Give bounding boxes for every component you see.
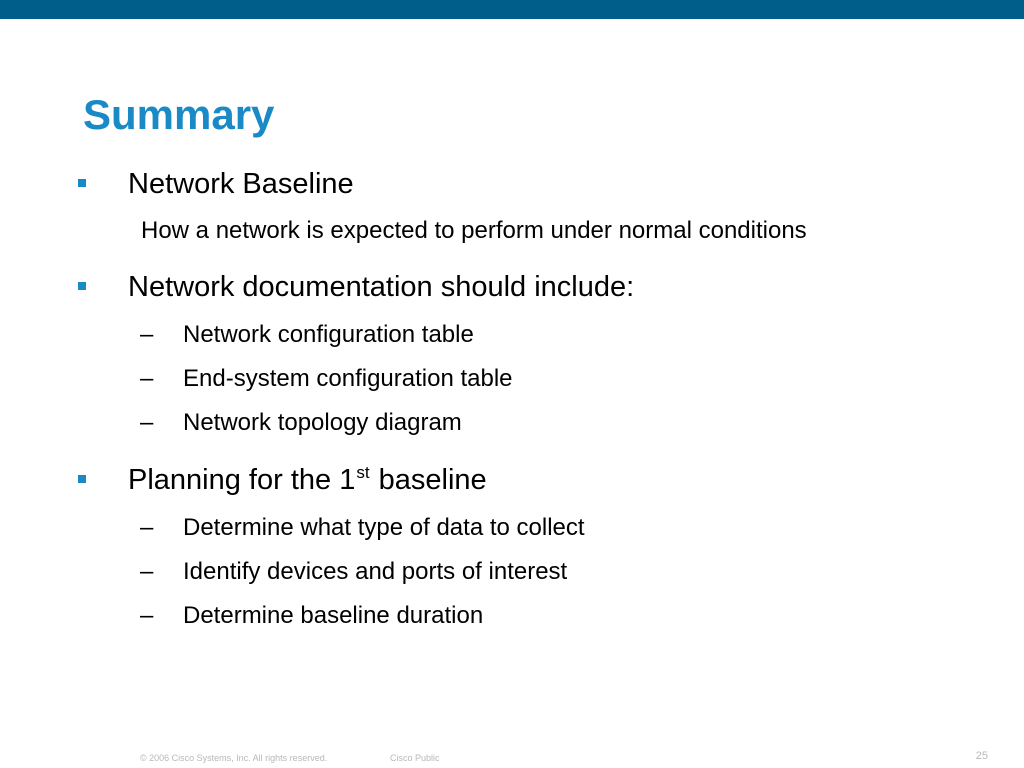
square-bullet-icon [78, 179, 86, 187]
dash-bullet-icon: – [140, 602, 154, 629]
page-number: 25 [975, 750, 988, 762]
bullet-description: How a network is expected to perform under normal conditions [141, 217, 807, 244]
dash-bullet-icon: – [140, 409, 154, 436]
bullet-text-after: baseline [370, 464, 487, 496]
top-banner [0, 0, 1024, 19]
sub-bullet-text: Determine baseline duration [183, 602, 484, 629]
dash-bullet-icon: – [140, 558, 154, 585]
bullet-text: Network documentation should include: [128, 271, 635, 303]
dash-bullet-icon: – [140, 365, 154, 392]
sub-bullet-text: End-system configuration table [183, 365, 513, 392]
sub-bullet-text: Network configuration table [183, 321, 474, 348]
sub-bullet-text: Determine what type of data to collect [183, 514, 585, 541]
bullet-text [128, 462, 487, 498]
dash-bullet-icon: – [140, 514, 154, 541]
footer-classification: Cisco Public [390, 753, 440, 763]
dash-bullet-icon: – [140, 321, 154, 348]
bullet-text-before: Planning for the 1 [128, 464, 356, 496]
bullet-text: Network Baseline [128, 168, 354, 200]
square-bullet-icon [78, 475, 86, 483]
footer-copyright: © 2006 Cisco Systems, Inc. All rights reserved. [140, 753, 328, 763]
slide-title: Summary [83, 91, 275, 138]
sub-bullet-text: Network topology diagram [183, 409, 462, 436]
ordinal-superscript: st [356, 463, 370, 482]
square-bullet-icon [78, 282, 86, 290]
sub-bullet-text: Identify devices and ports of interest [183, 558, 568, 585]
